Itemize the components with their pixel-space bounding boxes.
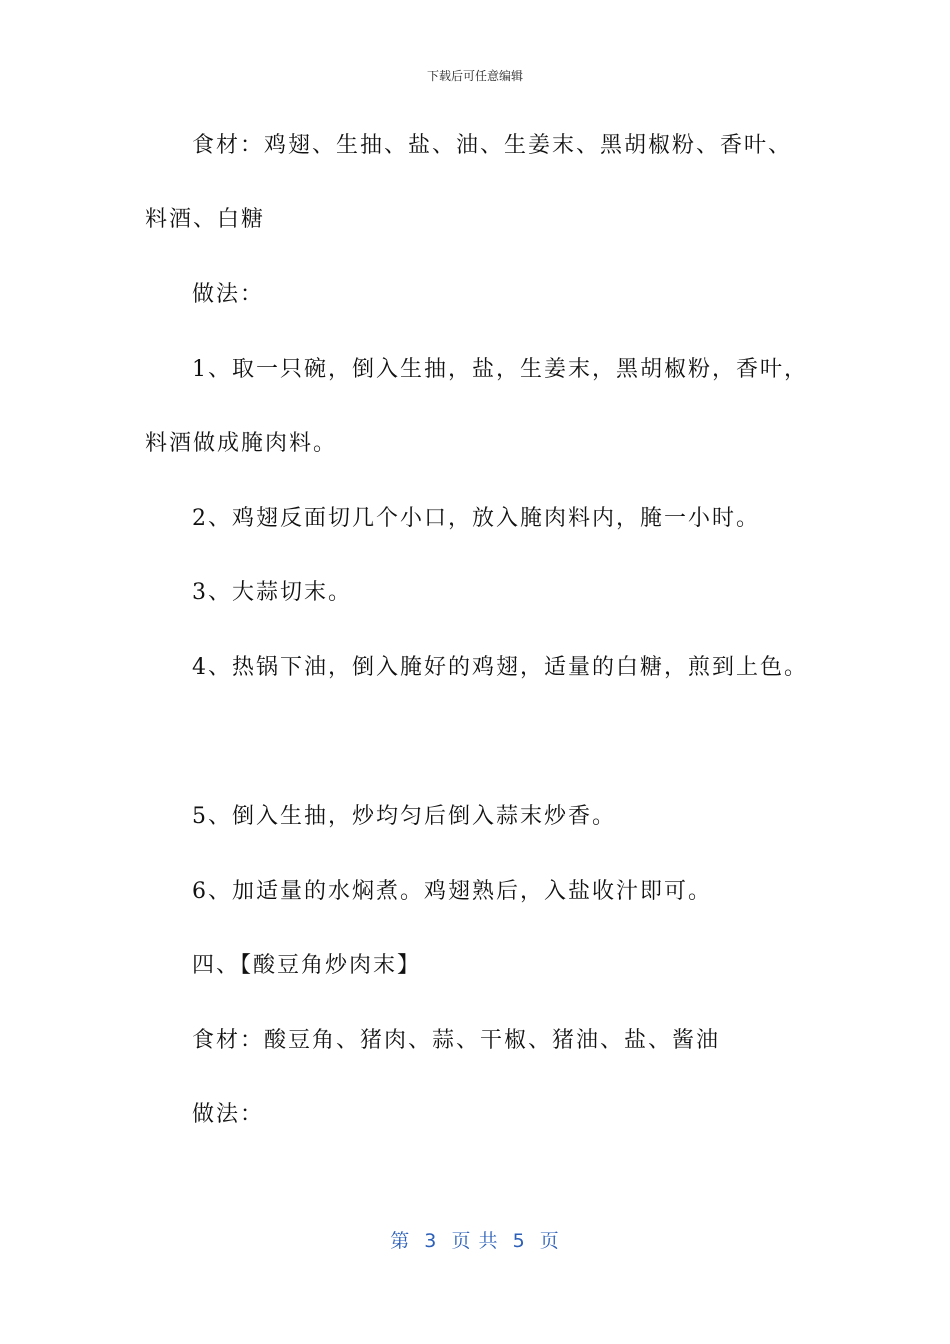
header-note: 下载后可任意编辑 <box>426 69 523 83</box>
paragraph-line: 5、倒入生抽，炒均匀后倒入蒜末炒香。 <box>192 804 616 829</box>
paragraph-line: 做法： <box>192 1102 265 1127</box>
paragraph-line: 2、鸡翅反面切几个小口，放入腌肉料内，腌一小时。 <box>192 506 760 531</box>
paragraph-line: 做法： <box>192 282 265 307</box>
paragraph-line: 食材：酸豆角、猪肉、蒜、干椒、猪油、盐、酱油 <box>192 1028 721 1053</box>
page-number-footer: 第 3 页 共 5 页 <box>390 1230 560 1252</box>
paragraph-line: 3、大蒜切末。 <box>192 580 352 605</box>
paragraph-line: 料酒做成腌肉料。 <box>145 431 338 456</box>
paragraph-line: 料酒、白糖 <box>145 207 266 232</box>
paragraph-line: 1、取一只碗，倒入生抽，盐，生姜末，黑胡椒粉，香叶， <box>192 357 808 382</box>
paragraph-line: 食材：鸡翅、生抽、盐、油、生姜末、黑胡椒粉、香叶、 <box>192 133 793 158</box>
paragraph-line: 6、加适量的水焖煮。鸡翅熟后，入盐收汁即可。 <box>192 879 712 904</box>
paragraph-line: 4、热锅下油，倒入腌好的鸡翅，适量的白糖，煎到上色。 <box>192 655 808 680</box>
section-heading: 四、【酸豆角炒肉末】 <box>192 953 422 978</box>
